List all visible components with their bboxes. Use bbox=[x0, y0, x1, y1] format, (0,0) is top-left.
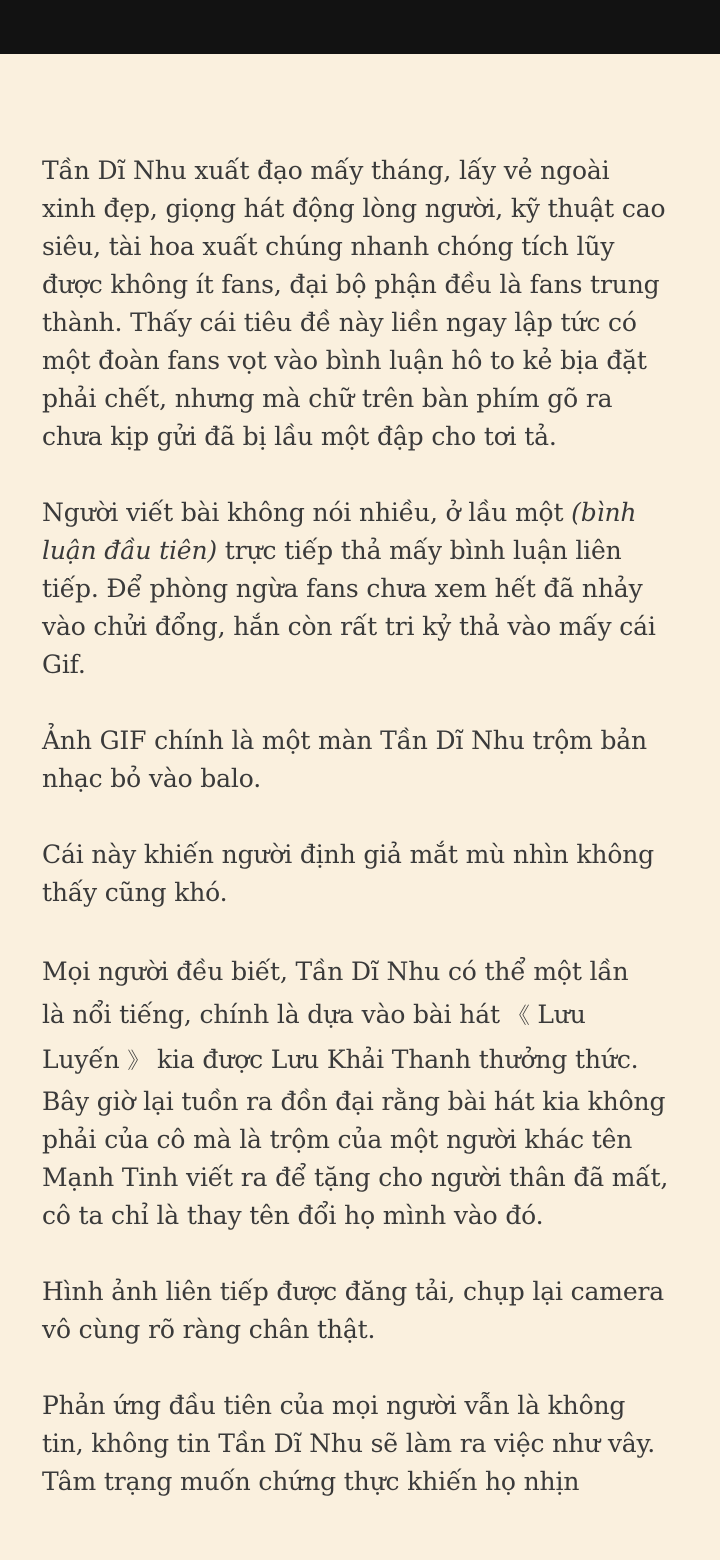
text-line: Gif. bbox=[42, 650, 86, 679]
text-segment: là nổi tiếng, chính là dựa vào bài hát bbox=[42, 1000, 508, 1029]
text-line bbox=[42, 494, 678, 532]
chapter-text bbox=[42, 152, 678, 1539]
text-line: Mạnh Tinh viết ra để tặng cho người thân đã mất, bbox=[42, 1163, 669, 1192]
status-bar bbox=[0, 0, 720, 54]
paragraph-2 bbox=[42, 494, 678, 684]
text-line: xinh đẹp, giọng hát động lòng người, kỹ thuật cao bbox=[42, 194, 666, 223]
italic-note: (bình bbox=[571, 498, 637, 527]
paragraph-1 bbox=[42, 152, 678, 456]
italic-note: luận đầu tiên) bbox=[42, 536, 218, 565]
text-segment: kia được Lưu Khải Thanh thưởng thức. bbox=[149, 1045, 639, 1074]
text-line: vào chửi đổng, hắn còn rất tri kỷ thả vào mấy cái bbox=[42, 612, 656, 641]
text-line: siêu, tài hoa xuất chúng nhanh chóng tích lũy bbox=[42, 232, 615, 261]
text-line: vô cùng rõ ràng chân thật. bbox=[42, 1315, 376, 1344]
text-line: Tâm trạng muốn chứng thực khiến họ nhịn bbox=[42, 1467, 580, 1496]
text-line: Bây giờ lại tuồn ra đồn đại rằng bài hát kia không bbox=[42, 1087, 666, 1116]
text-line: Tần Dĩ Nhu xuất đạo mấy tháng, lấy vẻ ngoài bbox=[42, 156, 610, 185]
text-segment: Luyến bbox=[42, 1045, 128, 1074]
text-segment: trực tiếp thả mấy bình luận liên bbox=[217, 536, 622, 565]
text-line: Hình ảnh liên tiếp được đăng tải, chụp lại camera bbox=[42, 1277, 665, 1306]
text-line: Phản ứng đầu tiên của mọi người vẫn là không bbox=[42, 1391, 626, 1420]
paragraph-4 bbox=[42, 836, 678, 912]
text-line: tin, không tin Tần Dĩ Nhu sẽ làm ra việc như vây. bbox=[42, 1429, 655, 1458]
paragraph-7 bbox=[42, 1387, 678, 1501]
text-line bbox=[42, 532, 678, 570]
text-line: chưa kịp gửi đã bị lầu một đập cho tơi tả. bbox=[42, 422, 557, 451]
title-bracket-open: 《 bbox=[507, 1004, 530, 1029]
text-line: một đoàn fans vọt vào bình luận hô to kẻ bịa đặt bbox=[42, 346, 647, 375]
text-line: thành. Thấy cái tiêu đề này liền ngay lập tức có bbox=[42, 308, 637, 337]
text-line bbox=[42, 993, 678, 1038]
text-line: Cái này khiến người định giả mắt mù nhìn không bbox=[42, 840, 655, 869]
text-line: phải của cô mà là trộm của một người khác tên bbox=[42, 1125, 633, 1154]
text-segment: Lưu bbox=[529, 1000, 586, 1029]
text-line: được không ít fans, đại bộ phận đều là fans trung bbox=[42, 270, 660, 299]
text-line: Ảnh GIF chính là một màn Tần Dĩ Nhu trộm bản bbox=[42, 726, 648, 755]
text-line: cô ta chỉ là thay tên đổi họ mình vào đó. bbox=[42, 1201, 544, 1230]
text-line bbox=[42, 1038, 678, 1083]
text-line: thấy cũng khó. bbox=[42, 878, 228, 907]
text-line: phải chết, nhưng mà chữ trên bàn phím gõ ra bbox=[42, 384, 613, 413]
text-line: Mọi người đều biết, Tần Dĩ Nhu có thể một lần bbox=[42, 957, 629, 986]
text-line: tiếp. Để phòng ngừa fans chưa xem hết đã nhảy bbox=[42, 574, 643, 603]
paragraph-6 bbox=[42, 1273, 678, 1349]
title-bracket-close: 》 bbox=[127, 1049, 150, 1074]
text-line: nhạc bỏ vào balo. bbox=[42, 764, 261, 793]
paragraph-5 bbox=[42, 950, 678, 1235]
paragraph-3 bbox=[42, 722, 678, 798]
text-segment: Người viết bài không nói nhiều, ở lầu một bbox=[42, 498, 572, 527]
